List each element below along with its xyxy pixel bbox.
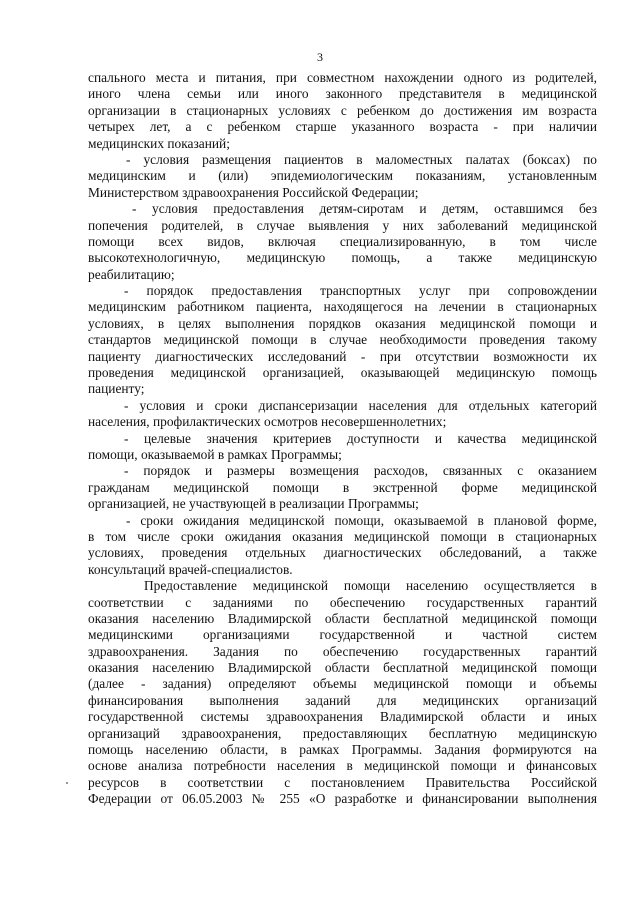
text-line: - целевые значения критериев доступности и качества медицинской [124,430,597,446]
text-line: высокотехнологичную, медицинскую помощь, а также медицинскую [88,250,597,266]
text-line: населения, профилактических осмотров несовершеннолетних; [88,414,447,430]
text-line: консультаций врачей-специалистов. [88,561,293,577]
text-line: организаций здравоохранения, предоставляющих бесплатную медицинскую [88,725,597,741]
text-line: условиях, проведения отдельных диагностических обследований, а также [88,545,597,561]
text-line: организации в стационарных условиях с ребенком до достижения им возраста [88,102,597,118]
text-line: помощи, оказываемой в рамках Программы; [88,446,342,462]
text-line: организацией, не участвующей в реализации Программы; [88,496,419,512]
text-line: условиях, в целях выполнения порядков оказания медицинской помощи и [88,315,597,331]
text-line: - порядок и размеры возмещения расходов, связанных с оказанием [124,463,597,479]
text-line: оказания населению Владимирской области бесплатной медицинской помощи [88,610,597,626]
text-line: здравоохранения. Задания по обеспечению государственных гарантий [88,643,597,659]
text-line: - условия предоставления детям-сиротам и детям, оставшимся без [132,201,597,217]
text-line: - сроки ожидания медицинской помощи, оказываемой в плановой форме, [126,512,597,528]
text-line: медицинскими организациями государственной и частной систем [88,627,597,643]
text-line: Федерации от 06.05.2003 № 255 «О разработке и финансировании выполнения [88,791,597,807]
text-line: ресурсов в соответствии с постановлением Правительства Российской [88,774,597,790]
text-line: Министерством здравоохранения Российской Федерации; [88,184,419,200]
page-number: 3 [317,50,323,64]
text-line: государственной системы здравоохранения Владимирской области и иных [88,709,597,725]
text-line: оказания населению Владимирской области бесплатной медицинской помощи [88,660,597,676]
text-line: (далее - задания) определяют объемы медицинской помощи и объемы [88,676,597,692]
text-line: - условия размещения пациентов в маломестных палатах (боксах) по [126,151,597,167]
text-line: медицинским работником пациента, находящегося на лечении в стационарных [88,299,597,315]
text-line: четырех лет, а с ребенком старше указанного возраста - при наличии [88,119,597,135]
text-line: основе анализа потребности населения в медицинской помощи и финансовых [88,758,597,774]
text-line: проведения медицинской организацией, оказывающей медицинскую помощь [88,365,597,381]
text-line: финансирования выполнения заданий для медицинских организаций [88,692,597,708]
text-line: пациенту диагностических исследований - при отсутствии возможности их [88,348,597,364]
text-line: помощь населению области, в рамках Программы. Задания формируются на [88,742,597,758]
text-line: стандартов медицинской помощи в случае необходимости проведения такому [88,332,597,348]
text-line: - условия и сроки диспансеризации населения для отдельных категорий [124,397,597,413]
text-line: иного члена семьи или иного законного представителя в медицинской [88,86,597,102]
scan-speck [66,782,68,784]
text-line: Предоставление медицинской помощи населению осуществляется в [144,578,597,594]
text-line: медицинским и (или) эпидемиологическим показаниям, установленным [88,168,597,184]
body-text [88,70,597,808]
text-line: медицинских показаний; [88,135,230,151]
text-line: спального места и питания, при совместном нахождении одного из родителей, [88,70,597,85]
text-line: реабилитацию; [88,266,175,282]
text-line: гражданам медицинской помощи в экстренной форме медицинской [88,479,597,495]
text-line: в том числе сроки ожидания оказания медицинской помощи в стационарных [88,528,597,544]
text-line: помощи всех видов, включая специализированную, в том числе [88,233,597,249]
text-line: - порядок предоставления транспортных услуг при сопровождении [124,283,597,299]
text-line: соответствии с заданиями по обеспечению государственных гарантий [88,594,597,610]
text-line: пациенту; [88,381,145,397]
text-line: попечения родителей, в случае выявления у них заболеваний медицинской [88,217,597,233]
